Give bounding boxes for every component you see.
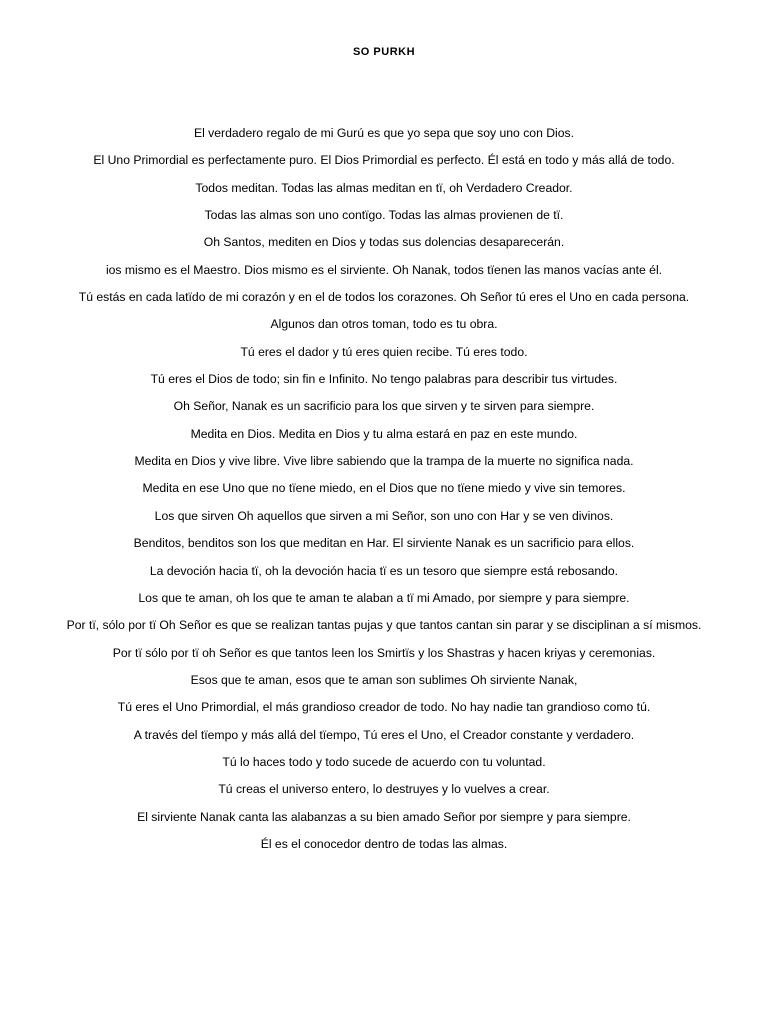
verse-line: Medita en Dios y vive libre. Vive libre sabiendo que la trampa de la muerte no significa nada. xyxy=(134,454,634,469)
verse-line: Tú eres el Dios de todo; sin fin e Infinito. No tengo palabras para describir tus virtudes. xyxy=(150,372,618,387)
verse-line: Tú lo haces todo y todo sucede de acuerdo con tu voluntad. xyxy=(222,754,546,769)
verse-line: ios mismo es el Maestro. Dios mismo es el sirviente. Oh Nanak, todos tïenen las manos vacías ante él. xyxy=(105,262,663,277)
verse-line: Él es el conocedor dentro de todas las almas. xyxy=(260,836,508,851)
verse-line: Algunos dan otros toman, todo es tu obra. xyxy=(270,317,498,332)
verse-line: Medita en ese Uno que no tïene miedo, en el Dios que no tïene miedo y vive sin temores. xyxy=(142,481,626,496)
verse-line: Tú estás en cada latïdo de mi corazón y en el de todos los corazones. Oh Señor tú eres el Uno en cada persona. xyxy=(78,290,690,305)
verse-line: Benditos, benditos son los que meditan en Har. El sirviente Nanak es un sacrificio para ellos. xyxy=(133,536,635,551)
verse-line: Medita en Dios. Medita en Dios y tu alma estará en paz en este mundo. xyxy=(190,426,578,441)
verse-line: El Uno Primordial es perfectamente puro. El Dios Primordial es perfecto. Él está en todo y más allá de todo. xyxy=(93,153,675,168)
verse-line: Tú creas el universo entero, lo destruyes y lo vuelves a crear. xyxy=(218,782,550,797)
verse-line: Todas las almas son uno contïgo. Todas las almas provienen de tï. xyxy=(204,208,564,223)
verse-line: Por tï, sólo por tï Oh Señor es que se realizan tantas pujas y que tantos cantan sin parar y se disciplinan a sí mismos. xyxy=(66,618,702,633)
verse-line: Los que sirven Oh aquellos que sirven a mi Señor, son uno con Har y se ven divinos. xyxy=(154,508,614,523)
verse-line: Tú eres el dador y tú eres quien recibe. Tú eres todo. xyxy=(240,344,528,359)
verse-line: Tú eres el Uno Primordial, el más grandioso creador de todo. No hay nadie tan grandioso como tú. xyxy=(117,700,651,715)
verse-line: El sirviente Nanak canta las alabanzas a su bien amado Señor por siempre y para siempre. xyxy=(137,809,631,824)
verse-line: Los que te aman, oh los que te aman te alaban a tï mi Amado, por siempre y para siempre. xyxy=(138,590,630,605)
verse-line: Oh Santos, mediten en Dios y todas sus dolencias desaparecerán. xyxy=(203,235,565,250)
verse-list xyxy=(0,124,768,862)
verse-line: Por tï sólo por tï oh Señor es que tantos leen los Smirtïs y los Shastras y hacen kriyas y ceremonias. xyxy=(112,645,656,660)
page-title: SO PURKH xyxy=(352,46,416,58)
verse-line: Todos meditan. Todas las almas meditan en tï, oh Verdadero Creador. xyxy=(195,180,573,195)
verse-line: A través del tïempo y más allá del tïempo, Tú eres el Uno, el Creador constante y verdadero. xyxy=(133,727,635,742)
verse-line: El verdadero regalo de mi Gurú es que yo sepa que soy uno con Dios. xyxy=(193,126,575,140)
verse-line: Esos que te aman, esos que te aman son sublimes Oh sirviente Nanak, xyxy=(190,672,578,687)
verse-line: Oh Señor, Nanak es un sacrificio para los que sirven y te sirven para siempre. xyxy=(173,399,595,414)
verse-line: La devoción hacia tï, oh la devoción hacia tï es un tesoro que siempre está rebosando. xyxy=(149,563,619,578)
